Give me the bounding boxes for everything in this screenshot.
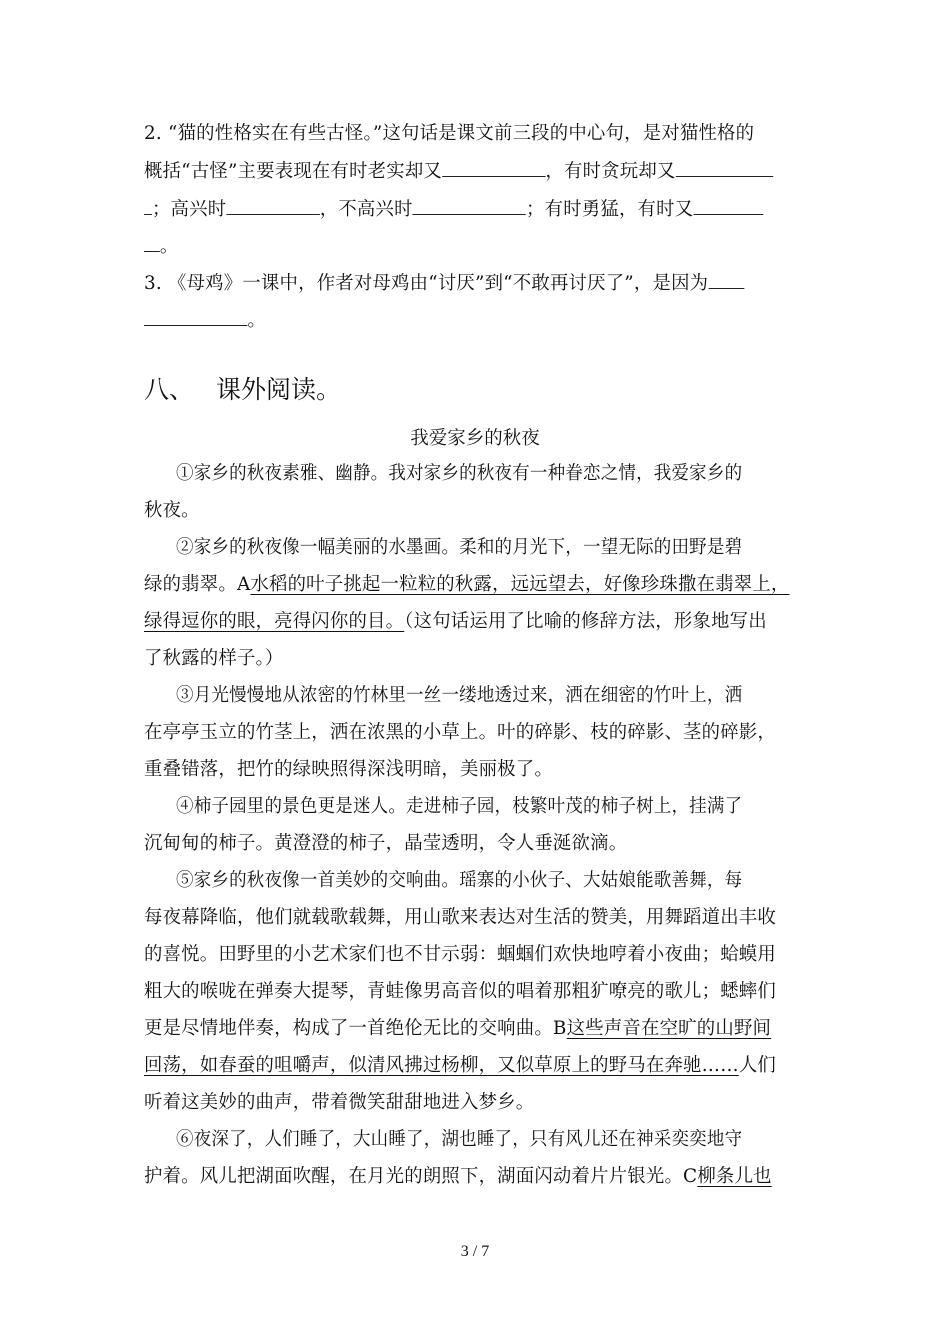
paragraph-1-line: 秋夜。 [144, 500, 200, 521]
q2-text: ，有时贪玩却又 [545, 161, 676, 182]
paragraph-3-line: 重叠错落，把竹的绿映照得深浅明暗，美丽极了。 [144, 759, 553, 780]
paragraph-5-line: 粗大的喉咙在弹奏大提琴，青蛙像男高音似的唱着那粗犷嘹亮的歌儿；蟋蟀们 [144, 981, 776, 1002]
paragraph-text: 绿的翡翠。A [144, 574, 251, 595]
paragraph-1-line: ①家乡的秋夜素雅、幽静。我对家乡的秋夜有一种眷恋之情，我爱家乡的 [176, 463, 743, 484]
q2-text: ，不高兴时 [319, 199, 413, 220]
paragraph-4-line: 沉甸甸的柿子。黄澄澄的柿子，晶莹透明，令人垂涎欲滴。 [144, 833, 628, 854]
underlined-sentence-b: 回荡，如春蚕的咀嚼声，似清风拂过杨柳，又似草原上的野马在奔驰…… [144, 1055, 739, 1076]
answer-blank[interactable] [676, 156, 773, 177]
paragraph-text: 护着。风儿把湖面吹醒，在月光的朗照下，湖面闪动着片片银光。C [144, 1166, 698, 1187]
answer-blank[interactable] [442, 156, 545, 177]
q2-text: 2. “猫的性格实在有些古怪。”这句话是课文前三段的中心句，是对猫性格的 [144, 123, 755, 144]
paragraph-5-line: 听着这美妙的曲声，带着微笑甜甜地进入梦乡。 [144, 1092, 535, 1113]
paragraph-6-line [144, 1162, 810, 1192]
question-3-line-2 [144, 305, 810, 336]
q2-text: 。 [159, 236, 179, 257]
paragraph-5-line [144, 1014, 810, 1044]
q2-text: ；高兴时 [151, 199, 227, 220]
paragraph-2-line [144, 607, 810, 637]
underlined-sentence-c: 柳条儿也 [697, 1166, 772, 1187]
underlined-sentence-a: 绿得逗你的眼，亮得闪你的目。 [144, 611, 405, 632]
underlined-sentence-a: 水稻的叶子挑起一粒粒的秋露，远远望去，好像珍珠撒在翡翠上， [250, 574, 790, 595]
question-2-line-1 [144, 119, 810, 149]
q3-text: 。 [247, 310, 266, 331]
section-heading [144, 373, 341, 407]
answer-blank[interactable] [708, 268, 744, 289]
answer-blank[interactable] [144, 305, 247, 326]
paragraph-text: 更是尽情地伴奏，构成了一首绝伦无比的交响曲。B [144, 1018, 567, 1039]
paragraph-5-line: 的喜悦。田野里的小艺术家们也不甘示弱：蝈蝈们欢快地哼着小夜曲；蛤蟆用 [144, 944, 776, 965]
paragraph-5-line: ⑤家乡的秋夜像一首美妙的交响曲。瑶寨的小伙子、大姑娘能歌善舞，每 [176, 870, 743, 891]
q2-text: 概括“古怪”主要表现在有时老实却又 [144, 161, 443, 182]
underlined-sentence-b: 这些声音在空旷的山野间 [566, 1018, 772, 1039]
question-2-line-4 [144, 231, 810, 262]
paragraph-text: 人们 [738, 1055, 776, 1076]
paragraph-2-line [144, 570, 810, 600]
answer-blank[interactable] [693, 194, 763, 215]
answer-blank[interactable] [226, 194, 319, 215]
paragraph-3-line: ③月光慢慢地从浓密的竹林里一丝一缕地透过来，洒在细密的竹叶上，洒 [176, 685, 743, 706]
paragraph-5-line: 每夜幕降临，他们就载歌载舞，用山歌来表达对生活的赞美，用舞蹈道出丰收 [144, 907, 776, 928]
passage-title: 我爱家乡的秋夜 [410, 428, 540, 449]
question-3-line-1 [144, 268, 810, 299]
paragraph-2-line: 了秋露的样子。） [144, 648, 284, 669]
answer-blank[interactable] [413, 194, 526, 215]
q2-text: ；有时勇猛，有时又 [526, 199, 694, 220]
question-2-line-2 [144, 156, 810, 187]
paragraph-5-line [144, 1051, 810, 1081]
q3-text: 3. 《母鸡》一课中，作者对母鸡由“讨厌”到“不敢再讨厌了”，是因为 [144, 273, 709, 294]
paragraph-6-line: ⑥夜深了，人们睡了，大山睡了，湖也睡了，只有风儿还在神采奕奕地守 [176, 1129, 743, 1150]
section-number: 八、 [144, 375, 195, 404]
section-title: 课外阅读。 [216, 375, 342, 404]
paragraph-text: （这句话运用了比喻的修辞方法，形象地写出 [404, 611, 767, 632]
answer-blank[interactable] [144, 194, 152, 215]
paragraph-3-line: 在亭亭玉立的竹茎上，洒在浓黑的小草上。叶的碎影、枝的碎影、茎的碎影， [144, 722, 776, 743]
paragraph-4-line: ④柿子园里的景色更是迷人。走进柿子园，枝繁叶茂的柿子树上，挂满了 [176, 796, 743, 817]
page-number: 3 / 7 [460, 1243, 490, 1260]
paragraph-2-line: ②家乡的秋夜像一幅美丽的水墨画。柔和的月光下，一望无际的田野是碧 [176, 537, 743, 558]
question-2-line-3 [144, 194, 810, 225]
answer-blank[interactable] [144, 231, 160, 252]
